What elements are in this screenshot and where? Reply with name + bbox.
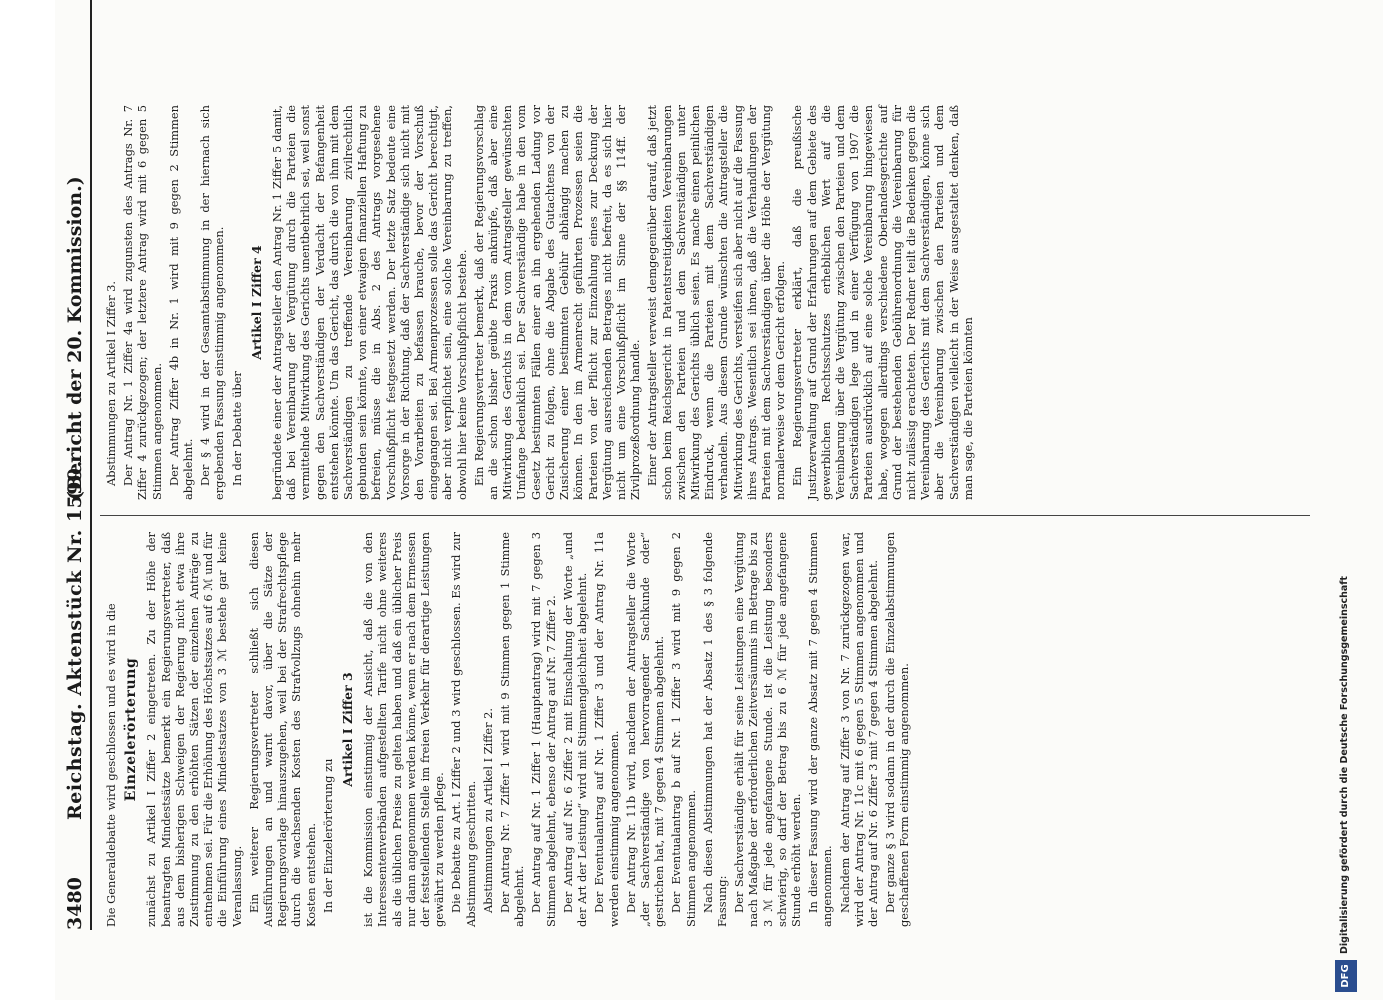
commission-title: (Bericht der 20. Kommission.) <box>64 176 86 500</box>
paragraph: Der § 4 wird in der Gesamtabstimmung in der hiernach sich ergebenden Fassung einstimmig angenommen. <box>198 105 227 500</box>
paragraph: Der Antrag Nr. 7 Ziffer 1 wird mit 9 Stimmen gegen 1 Stimme abgelehnt. <box>498 532 527 927</box>
paragraph: zunächst zu Artikel I Ziffer 2 eingetreten. Zu der Höhe der beantragten Mindestsätze bemerkt ein Regierungsvertreter, daß aus dem bisherigen Schweigen der Regierung nicht etwa ihre Zustimmung zu den erhöhten Sätzen der einzelnen Anträge zu entnehmen sei. Für die Erhöhung des Höchstsatzes auf 6 ℳ und für die Einführung eines Mindestsatzes von 3 ℳ bestehe gar keine Veranlassung. <box>144 532 244 927</box>
column-divider <box>100 515 1310 516</box>
paragraph: Der Antrag auf Nr. 6 Ziffer 2 mit Einschaltung der Worte „und der Art der Leistung“ wird mit Stimmengleichheit abgelehnt. <box>560 532 590 927</box>
page-number: 3480 <box>64 877 86 930</box>
paragraph: Nach diesen Abstimmungen hat der Absatz 1 des § 3 folgende Fassung: <box>700 532 729 927</box>
paragraph: Der Eventualantrag auf Nr. 1 Ziffer 3 und der Antrag Nr. 11a werden einstimmig angenommen. <box>592 532 621 927</box>
paragraph: ist die Kommission einstimmig der Ansicht, daß die von den Interessentenverbänden aufgestellten Tarife nicht ohne weiteres als die üblichen Preise zu gelten haben und daß ein üblicher Preis nur dann angenommen werden könne, wenn er nach dem Ermessen der feststellenden Stelle im freien Verkehr für derartige Leistungen gewährt zu werden pflege. <box>361 532 447 927</box>
paragraph: Der Antrag auf Nr. 1 Ziffer 1 (Hauptantrag) wird mit 7 gegen 3 Stimmen abgelehnt, ebenso der Antrag auf Nr. 7 Ziffer 2. <box>529 532 558 927</box>
paragraph: Die Debatte zu Art. I Ziffer 2 und 3 wird geschlossen. Es wird zur Abstimmung geschritten. <box>449 532 478 927</box>
dfg-logo: DFG <box>1335 960 1357 992</box>
right-column <box>104 105 978 500</box>
section-heading: Einzelerörterung <box>123 657 140 802</box>
section-heading: Artikel I Ziffer 4 <box>248 245 264 360</box>
section-heading: Artikel I Ziffer 3 <box>340 672 356 787</box>
paragraph: Ein weiterer Regierungsvertreter schließt sich diesen Ausführungen an und warnt davor, über die Sätze der Regierungsvorlage hinauszugehen, weil bei der Strafrechtspflege durch die wachsenden Kosten des Strafvollzugs ohnehin mehr Kosten entstehen. <box>246 532 318 927</box>
paragraph: Der Antrag Nr. 11b wird, nachdem der Antragsteller die Worte „der Sachverständige von hervorragender Sachkunde oder“ gestrichen hat, mit 7 gegen 4 Stimmen abgelehnt. <box>623 532 667 927</box>
paragraph: Ein Regierungsvertreter bemerkt, daß der Regierungsvorschlag an die schon bisher geübte Praxis anknüpfe, daß aber eine Mitwirkung des Gerichts in dem vom Antragsteller gewünschten Umfange bedenklich sei. Der Sachverständige habe in den vom Gesetz bestimmten Fällen einer an ihn ergehenden Ladung vor Gericht zu folgen, ohne die Abgabe des Gutachtens von der Zusicherung einer bestimmten Gebühr abhängig machen zu können. In den im Armenrecht geführten Prozessen seien die Parteien von der Pflicht zur Einzahlung eines zur Deckung der Vergütung ausreichenden Betrages nicht befreit, da es sich hier nicht um eine Vorschußpflicht im Sinne der §§ 114ff. der Zivilprozeßordnung handle. <box>471 105 643 500</box>
paragraph: Abstimmungen zu Artikel I Ziffer 3. <box>104 280 118 486</box>
left-column <box>104 532 915 927</box>
document-title: Reichstag. Aktenstück Nr. 1599. <box>64 460 86 820</box>
paragraph: Der Antrag Nr. 1 Ziffer 4a wird zugunsten des Antrags Nr. 7 Ziffer 4 zurückgezogen; der letztere Antrag wird mit 6 gegen 5 Stimmen angenommen. <box>121 105 164 500</box>
funding-credit: Digitalisierung gefördert durch die Deutsche Forschungsgemeinschaft <box>1339 576 1350 954</box>
header-rule <box>90 0 92 930</box>
paragraph: Nachdem der Antrag auf Ziffer 3 von Nr. 7 zurückgezogen war, wird der Antrag Nr. 11c mit 6 gegen 5 Stimmen angenommen und der Antrag auf Nr. 6 Ziffer 3 mit 7 gegen 4 Stimmen abgelehnt. <box>837 532 880 927</box>
paragraph: In der Einzelerörterung zu <box>320 758 335 913</box>
paragraph: Die Generaldebatte wird geschlossen und es wird in die <box>104 603 118 927</box>
paragraph: Einer der Antragsteller verweist demgegenüber darauf, daß jetzt schon beim Reichsgericht in Patentstreitigkeiten Vereinbarungen zwischen den Parteien und dem Sachverständigen unter Mitwirkung des Gerichts üblich seien. Es mache einen peinlichen Eindruck, wenn die Parteien mit dem Sachverständigen verhandeln. Aus diesem Grunde wünschten die Antragsteller die Mitwirkung des Gerichts, versteifen sich aber nicht auf die Fassung ihres Antrags. Wesentlich sei ihnen, daß die Verhandlungen der Parteien mit dem Sachverständigen über die Höhe der Vergütung normalerweise vor dem Gericht erfolgen. <box>645 105 788 500</box>
paragraph: Der ganze § 3 wird sodann in der durch die Einzelabstimmungen geschaffenen Form einstimmig angenommen. <box>883 532 912 927</box>
paragraph: Der Eventualantrag b auf Nr. 1 Ziffer 3 wird mit 9 gegen 2 Stimmen angenommen. <box>669 532 698 927</box>
digitization-stamp <box>1315 0 1383 1000</box>
paragraph: Abstimmungen zu Artikel I Ziffer 2. <box>480 707 495 913</box>
paragraph: Der Antrag Ziffer 4b in Nr. 1 wird mit 9 gegen 2 Stimmen abgelehnt. <box>166 105 196 500</box>
paragraph: In der Debatte über <box>229 371 244 486</box>
paragraph: Der Sachverständige erhält für seine Leistungen eine Vergütung nach Maßgabe der erforderlichen Zeitversäumnis im Betrage bis zu 3 ℳ für jede angefangene Stunde. Ist die Leistung besonders schwierig, so darf der Betrag bis zu 6 ℳ für jede angefangene Stunde erhöht werden. <box>732 532 803 927</box>
scan-margin <box>0 0 55 1000</box>
paragraph: Ein Regierungsvertreter erklärt, daß die preußische Justizverwaltung auf Grund der Erfahrungen auf dem Gebiete des gewerblichen Rechtsschutzes erheblichen Wert auf die Vereinbarung über die Vergütung zwischen den Parteien und dem Sachverständigen lege und in einer Verfügung von 1907 die Parteien ausdrücklich auf eine solche Vereinbarung hingewiesen habe, wogegen allerdings verschiedene Oberlandesgerichte auf Grund der bestehenden Gebührenordnung die Vereinbarung für nicht zulässig erachteten. Der Redner teilt die Bedenken gegen die Vereinbarung des Gerichts mit dem Sachverständigen, könne sich aber die Vereinbarung zwischen den Parteien und dem Sachverständigen vielleicht in der Weise ausgestaltet denken, daß man sage, die Parteien könnten <box>790 105 975 500</box>
paragraph: In dieser Fassung wird der ganze Absatz mit 7 gegen 4 Stimmen angenommen. <box>806 532 835 927</box>
paragraph: begründete einer der Antragsteller den Antrag Nr. 1 Ziffer 5 damit, daß bei Vereinbarung der Vergütung durch die Parteien die vermittelnde Mitwirkung des Gerichts unentbehrlich sei, weil sonst gegen den Sachverständigen der Verdacht der Befangenheit entstehen könnte. Um das Gericht, das durch die von ihm mit dem Sachverständigen zu treffende Vereinbarung zivilrechtlich gebunden sein könnte, von einer etwaigen finanziellen Haftung zu befreien, müsse die in Abs. 2 des Antrags vorgesehene Vorschußpflicht festgesetzt werden. Der letzte Satz bedeute eine Vorsorge in der Richtung, daß der Sachverständige sich nicht mit den Vorarbeiten zu befassen brauche, bevor der Vorschuß eingegangen sei. Bei Armenprozessen solle das Gericht berechtigt, aber nicht verpflichtet sein, eine solche Vereinbarung zu treffen, obwohl hier keine Vorschußpflicht bestehe. <box>270 105 469 500</box>
